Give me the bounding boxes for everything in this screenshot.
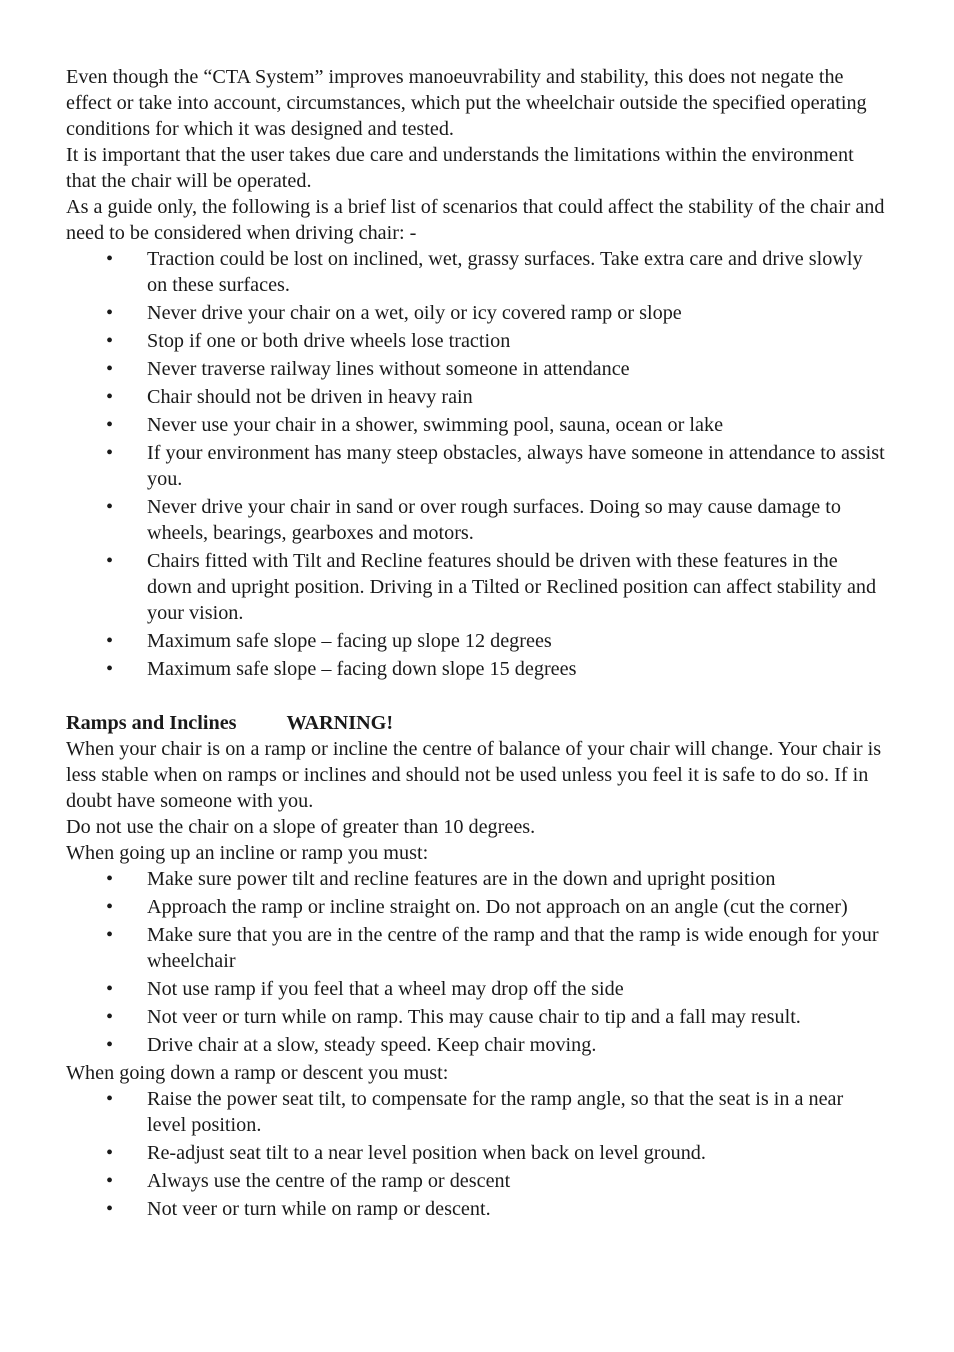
list-item: • Not veer or turn while on ramp. This may cause chair to tip and a fall may result. [147, 1004, 886, 1030]
going-down-list [66, 1086, 886, 1222]
list-item: • Approach the ramp or incline straight on. Do not approach on an angle (cut the corner) [147, 894, 886, 920]
list-item: • Chair should not be driven in heavy rain [147, 384, 886, 410]
list-item: • Never drive your chair on a wet, oily or icy covered ramp or slope [147, 300, 886, 326]
list-item: • Make sure that you are in the centre of the ramp and that the ramp is wide enough for your wheelchair [147, 922, 886, 974]
section-heading [66, 710, 886, 736]
intro-paragraph-3: As a guide only, the following is a brief list of scenarios that could affect the stability of the chair and need to be considered when driving chair: - [66, 196, 885, 244]
section-spacer [66, 684, 886, 710]
list-item: • Not use ramp if you feel that a wheel may drop off the side [147, 976, 886, 1002]
scenario-list [66, 246, 886, 682]
list-item: • Traction could be lost on inclined, wet, grassy surfaces. Take extra care and drive slowly on these surfaces. [147, 246, 886, 298]
list-item: • Re-adjust seat tilt to a near level position when back on level ground. [147, 1140, 886, 1166]
intro-paragraph-1: Even though the “CTA System” improves manoeuvrability and stability, this does not negate the effect or take into account, circumstances, which put the wheelchair outside the specified operating conditions for which it was designed and tested. [66, 66, 867, 140]
list-item: • If your environment has many steep obstacles, always have someone in attendance to assist you. [147, 440, 886, 492]
list-item: • Never traverse railway lines without someone in attendance [147, 356, 886, 382]
intro-paragraph-2: It is important that the user takes due care and understands the limitations within the environment that the chair will be operated. [66, 144, 854, 192]
list-item: • Stop if one or both drive wheels lose traction [147, 328, 886, 354]
list-item: • Raise the power seat tilt, to compensate for the ramp angle, so that the seat is in a near level position. [147, 1086, 886, 1138]
warning-label: WARNING! [286, 712, 394, 734]
list-item: • Make sure power tilt and recline features are in the down and upright position [147, 866, 886, 892]
list-item: • Drive chair at a slow, steady speed. Keep chair moving. [147, 1032, 886, 1058]
list-item: • Chairs fitted with Tilt and Recline features should be driven with these features in the down and upright position. Driving in a Tilted or Reclined position can affect stability and your vision. [147, 548, 886, 626]
ramps-paragraph-1: When your chair is on a ramp or incline the centre of balance of your chair will change. Your chair is less stable when on ramps or inclines and should not be used unless you feel it is safe to do so. If in doubt have someone with you. [66, 738, 882, 812]
section-title: Ramps and Inclines [66, 712, 237, 734]
list-item: • Never use your chair in a shower, swimming pool, sauna, ocean or lake [147, 412, 886, 438]
list-item: • Never drive your chair in sand or over rough surfaces. Doing so may cause damage to wheels, bearings, gearboxes and motors. [147, 494, 886, 546]
document-page [66, 64, 886, 1224]
list-item: • Maximum safe slope – facing down slope 15 degrees [147, 656, 886, 682]
list-item: • Maximum safe slope – facing up slope 12 degrees [147, 628, 886, 654]
list-item: • Not veer or turn while on ramp or descent. [147, 1196, 886, 1222]
going-down-intro: When going down a ramp or descent you must: [66, 1062, 449, 1084]
ramps-paragraph-2: Do not use the chair on a slope of greater than 10 degrees. [66, 816, 536, 838]
going-up-intro: When going up an incline or ramp you must: [66, 842, 429, 864]
list-item: • Always use the centre of the ramp or descent [147, 1168, 886, 1194]
going-up-list [66, 866, 886, 1058]
